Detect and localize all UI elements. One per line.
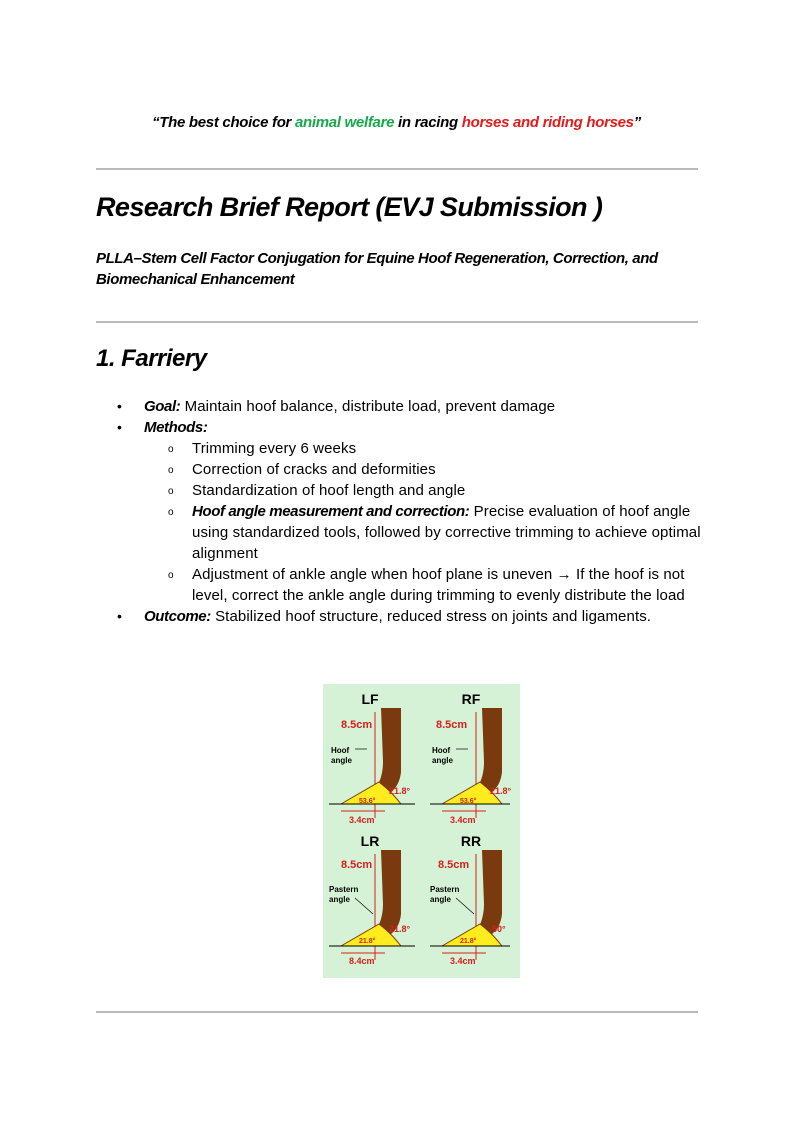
- methods-label: Methods:: [144, 419, 208, 436]
- inner-angle: 53.6°: [460, 798, 477, 805]
- divider: [96, 168, 698, 170]
- top-angle: 21.8°: [389, 786, 411, 796]
- length-label: 8.5cm: [438, 859, 470, 871]
- tagline: [96, 114, 697, 131]
- angle-label-line1: Hoof: [432, 746, 451, 755]
- hoof-angle-figure: [323, 684, 520, 978]
- tagline-part2: in racing: [394, 114, 462, 131]
- top-angle: 21.8°: [389, 924, 411, 934]
- goal-text: Maintain hoof balance, distribute load, prevent damage: [180, 398, 556, 415]
- method-item: o Correction of cracks and deformities: [144, 459, 701, 480]
- panel-title: RR: [460, 833, 482, 849]
- method-item: o Trimming every 6 weeks: [144, 438, 701, 459]
- hoof-angle-text: Precise evaluation of hoof angle using standardized tools, followed by corrective trimming to achieve optimal alignment: [192, 503, 701, 562]
- length-label: 8.5cm: [341, 719, 373, 731]
- base-length: 3.4cm: [450, 815, 476, 825]
- top-angle: 21.8°: [490, 786, 512, 796]
- tagline-part3: ”: [633, 114, 641, 131]
- outcome-label: Outcome:: [144, 608, 211, 625]
- base-length: 3.4cm: [450, 956, 476, 966]
- tagline-horses: horses and riding horses: [461, 114, 634, 131]
- inner-angle: 21.8°: [460, 938, 477, 945]
- panel-rf: [430, 691, 512, 825]
- inner-angle: 53.6°: [359, 798, 376, 805]
- panel-lf: [329, 691, 415, 825]
- base-length: 8.4cm: [349, 956, 375, 966]
- angle-pointer: [456, 898, 474, 914]
- panel-title: RF: [461, 691, 481, 707]
- page-subtitle: PLLA–Stem Cell Factor Conjugation for Equine Hoof Regeneration, Correction, and Biomechanical Enhancement: [96, 250, 658, 288]
- angle-label-line1: Pastern: [430, 885, 460, 894]
- hoof-angle-label: Hoof angle measurement and correction:: [192, 503, 470, 520]
- section-heading-farriery: 1. Farriery: [96, 345, 207, 372]
- inner-angle: 21.8°: [359, 938, 376, 945]
- panel-lr: [329, 833, 415, 966]
- list-item-methods: [96, 417, 701, 606]
- method-item: o Standardization of hoof length and angle: [144, 480, 701, 501]
- length-label: 8.5cm: [436, 719, 468, 731]
- divider: [96, 321, 698, 323]
- goal-label: Goal:: [144, 398, 181, 415]
- tagline-animal-welfare: animal welfare: [294, 114, 395, 131]
- farriery-list: [96, 396, 701, 627]
- angle-label-line2: angle: [331, 756, 352, 765]
- method-item-hoof-angle: [144, 501, 701, 564]
- angle-pointer: [355, 898, 373, 914]
- page-title: Research Brief Report (EVJ Submission ): [96, 192, 603, 222]
- method-item-ankle: o Adjustment of ankle angle when hoof plane is uneven → If the hoof is not level, correct the ankle angle during trimming to evenly distribute the load: [144, 564, 701, 606]
- base-length: 3.4cm: [349, 815, 375, 825]
- panel-title: LR: [360, 833, 380, 849]
- angle-label-line2: angle: [329, 895, 350, 904]
- length-label: 8.5cm: [341, 859, 373, 871]
- angle-label-line2: angle: [430, 895, 451, 904]
- top-angle: 50°: [492, 924, 506, 934]
- divider: [96, 1011, 698, 1013]
- list-item-goal: [96, 396, 701, 417]
- panel-rr: [430, 833, 510, 966]
- outcome-text: Stabilized hoof structure, reduced stress on joints and ligaments.: [210, 608, 652, 625]
- panel-title: LF: [361, 691, 379, 707]
- tagline-part1: “The best choice for: [152, 114, 295, 131]
- list-item-outcome: [96, 606, 701, 627]
- angle-label-line1: Hoof: [331, 746, 350, 755]
- angle-label-line1: Pastern: [329, 885, 359, 894]
- angle-label-line2: angle: [432, 756, 453, 765]
